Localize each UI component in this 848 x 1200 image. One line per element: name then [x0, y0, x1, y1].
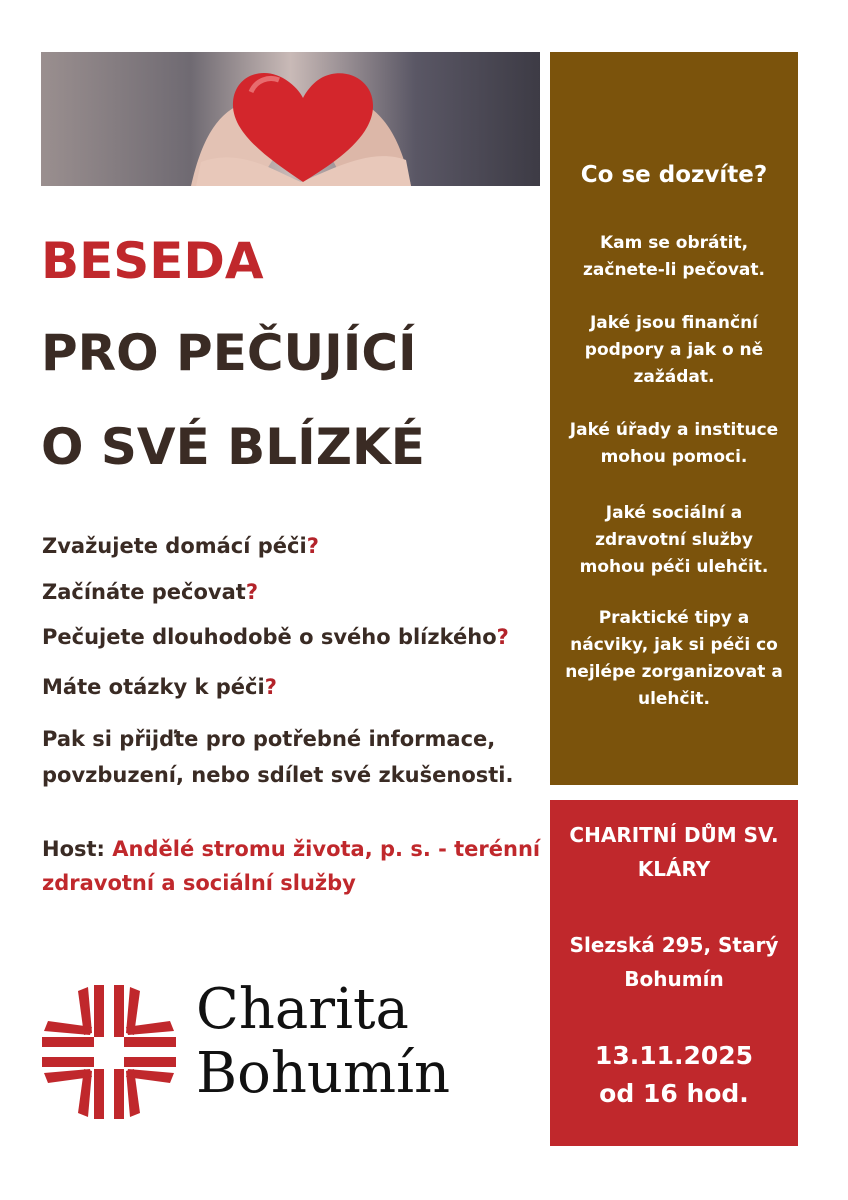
invitation-text: Pak si přijďte pro potřebné informace, povzbuzení, nebo sdílet své zkušenosti. [42, 727, 514, 787]
heart-in-hands-illustration [41, 52, 540, 186]
learn-heading: Co se dozvíte? [580, 162, 768, 188]
event-place: CHARITNÍ DŮM SV. KLÁRY [569, 823, 779, 881]
headline-beseda: BESEDA [41, 232, 264, 290]
learn-item: Jaké úřady a instituce mohou pomoci. [569, 420, 779, 467]
question-1: Zvažujete domácí péči? [42, 534, 319, 558]
event-time: od 16 hod. [599, 1079, 749, 1108]
charita-cross-icon [42, 985, 176, 1119]
question-4: Máte otázky k péči? [42, 675, 277, 699]
event-panel [550, 800, 798, 1146]
question-3: Pečujete dlouhodobě o svého blízkého? [42, 625, 509, 649]
headline-line3: O SVÉ BLÍZKÉ [41, 418, 425, 476]
event-address: Slezská 295, Starý Bohumín [569, 933, 779, 991]
learn-item: Kam se obrátit, začnete-li pečovat. [583, 233, 765, 280]
learn-item: Jaké sociální a zdravotní služby mohou péči ulehčit. [579, 503, 769, 577]
learn-item: Praktické tipy a nácviky, jak si péči co nejlépe zorganizovat a ulehčit. [565, 608, 783, 709]
host-label: Host: [42, 837, 105, 861]
question-2: Začínáte pečovat? [42, 580, 258, 604]
learn-panel [550, 52, 798, 785]
host-info [42, 832, 542, 900]
logo-line1: Charita [196, 977, 409, 1042]
host-name: Andělé stromu života, p. s. - terénní zdravotní a sociální služby [42, 837, 541, 895]
headline-line2: PRO PEČUJÍCÍ [41, 324, 417, 382]
charita-logo-text [196, 978, 450, 1106]
hero-photo-heart-in-hands [41, 52, 540, 186]
logo-line2: Bohumín [196, 1041, 451, 1106]
learn-item: Jaké jsou finanční podpory a jak o ně zažádat. [584, 313, 764, 387]
event-datetime [550, 1037, 798, 1113]
event-date: 13.11.2025 [594, 1041, 754, 1070]
